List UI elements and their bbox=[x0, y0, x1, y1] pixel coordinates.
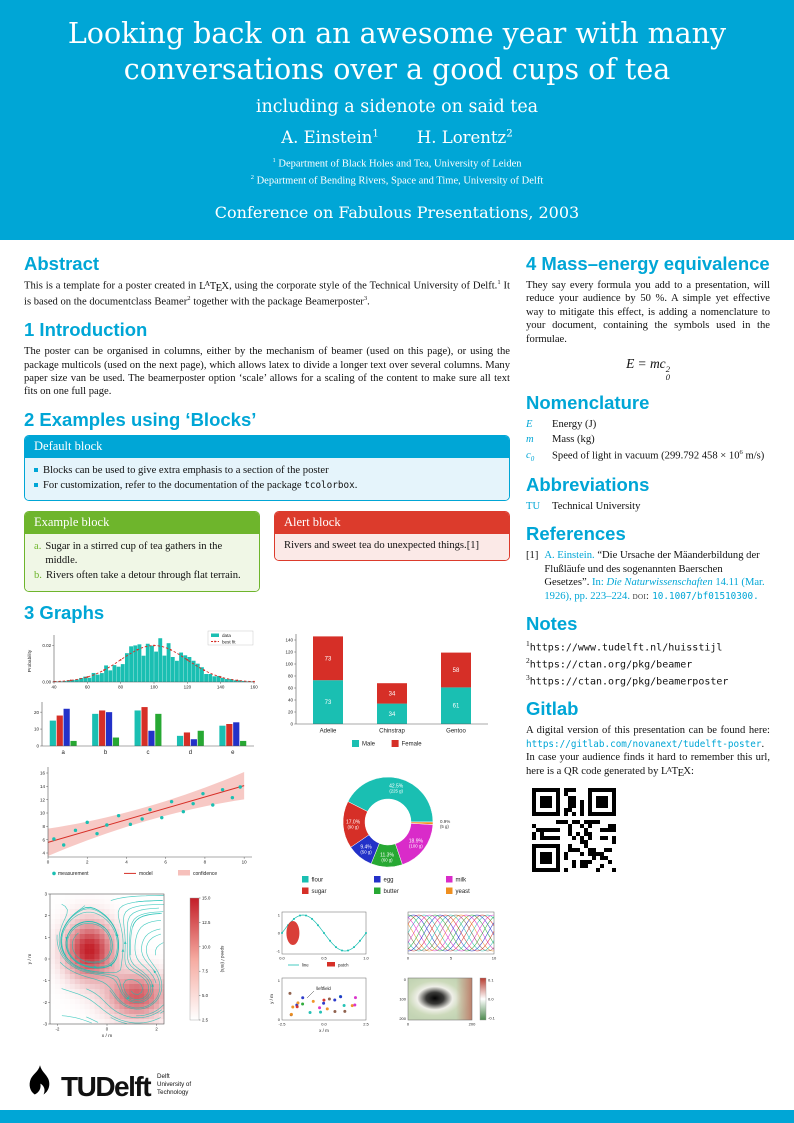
svg-text:4: 4 bbox=[42, 850, 45, 856]
alert-block-title: Alert block bbox=[275, 512, 509, 534]
charts-grid bbox=[24, 628, 510, 1052]
svg-text:0.0: 0.0 bbox=[488, 996, 494, 1002]
svg-text:100: 100 bbox=[399, 996, 406, 1002]
note-url[interactable]: https://www.tudelft.nl/huisstijl bbox=[529, 642, 723, 654]
gitlab-text: A digital version of this presentation can be found here: https://gitlab.com/novanext/tudelft-poster. In case your audience finds it hard to remember this url, here is a QR code generated by $L^ATEX$: bbox=[526, 725, 770, 779]
introduction-heading: 1 Introduction bbox=[24, 319, 148, 341]
svg-text:14: 14 bbox=[39, 783, 45, 789]
bottom-accent-bar bbox=[0, 1110, 794, 1123]
svg-text:2: 2 bbox=[155, 1026, 158, 1032]
svg-text:0: 0 bbox=[36, 743, 39, 749]
svg-text:(60 g): (60 g) bbox=[381, 857, 393, 863]
section-notes bbox=[526, 614, 770, 688]
references-list bbox=[526, 549, 770, 603]
grouped-bar-chart bbox=[24, 698, 262, 756]
references-heading: References bbox=[526, 523, 626, 545]
authors bbox=[0, 128, 794, 147]
svg-text:Female: Female bbox=[401, 741, 422, 748]
default-block-title: Default block bbox=[25, 436, 509, 458]
section-gitlab bbox=[526, 699, 770, 872]
svg-text:60: 60 bbox=[84, 684, 90, 690]
example-block-title: Example block bbox=[25, 512, 259, 534]
svg-text:100: 100 bbox=[150, 684, 158, 690]
svg-text:12.5: 12.5 bbox=[202, 919, 211, 925]
svg-text:0: 0 bbox=[403, 976, 406, 982]
default-block-body bbox=[25, 458, 509, 501]
stacked-bar-chart bbox=[268, 628, 508, 756]
section-nomenclature bbox=[526, 393, 770, 464]
svg-text:4: 4 bbox=[125, 859, 128, 865]
svg-text:10: 10 bbox=[241, 859, 247, 865]
svg-text:34: 34 bbox=[388, 691, 396, 698]
bullet-square-icon bbox=[34, 483, 38, 487]
default-block-item: Blocks can be used to give extra emphasis to a section of the poster bbox=[34, 464, 500, 478]
svg-text:0: 0 bbox=[277, 930, 280, 936]
poster-title bbox=[0, 16, 794, 88]
svg-text:0.00: 0.00 bbox=[42, 679, 52, 685]
streamplot-chart bbox=[24, 890, 262, 1048]
svg-text:0.1: 0.1 bbox=[488, 977, 494, 983]
nomenclature-row: E Energy (J) bbox=[526, 418, 597, 430]
svg-text:9.4%: 9.4% bbox=[360, 844, 372, 851]
author-1: A. Einstein$^1$ bbox=[281, 128, 379, 148]
svg-text:yeast: yeast bbox=[455, 888, 470, 895]
svg-text:140: 140 bbox=[285, 637, 293, 643]
svg-text:20: 20 bbox=[33, 709, 39, 715]
svg-text:0: 0 bbox=[406, 955, 410, 961]
svg-text:3: 3 bbox=[44, 891, 47, 897]
svg-text:(50 g): (50 g) bbox=[360, 849, 372, 855]
affiliations bbox=[0, 156, 794, 190]
svg-text:16: 16 bbox=[39, 770, 45, 776]
svg-text:80: 80 bbox=[287, 673, 293, 679]
note-item: $^3$https://ctan.org/pkg/beamerposter bbox=[526, 672, 729, 688]
svg-text:patch: patch bbox=[338, 962, 349, 968]
svg-text:2: 2 bbox=[44, 912, 47, 918]
svg-text:\leftfield: \leftfield bbox=[316, 985, 331, 991]
right-column bbox=[526, 252, 770, 1052]
svg-text:120: 120 bbox=[285, 649, 293, 655]
note-url[interactable]: https://ctan.org/pkg/beamer bbox=[529, 659, 693, 671]
example-block-body bbox=[25, 534, 259, 590]
svg-text:1: 1 bbox=[44, 934, 47, 940]
svg-text:confidence: confidence bbox=[193, 870, 218, 877]
svg-text:18.9%: 18.9% bbox=[408, 838, 423, 845]
svg-text:speed / (m/s): speed / (m/s) bbox=[220, 945, 225, 973]
poster-header bbox=[0, 0, 794, 240]
svg-text:-2.5: -2.5 bbox=[278, 1021, 286, 1027]
nomenclature-heading: Nomenclature bbox=[526, 391, 650, 413]
graphs-heading: 3 Graphs bbox=[24, 601, 105, 623]
svg-text:0.0: 0.0 bbox=[321, 1021, 327, 1027]
charts-right-column bbox=[268, 628, 508, 1052]
latex-logo: $L^ATEX$ bbox=[661, 764, 692, 779]
nomenclature-list bbox=[526, 418, 770, 464]
section-abstract bbox=[24, 254, 510, 309]
svg-text:best fit: best fit bbox=[222, 639, 236, 645]
svg-text:10: 10 bbox=[491, 955, 497, 961]
mass-energy-formula: E = mc 2 0 bbox=[626, 356, 670, 383]
author-2: H. Lorentz$^2$ bbox=[416, 128, 513, 148]
svg-text:100: 100 bbox=[285, 661, 293, 667]
section-introduction bbox=[24, 320, 510, 399]
svg-text:40: 40 bbox=[51, 684, 57, 690]
svg-text:6: 6 bbox=[164, 859, 167, 865]
svg-text:120: 120 bbox=[183, 684, 192, 690]
svg-text:Chinstrap: Chinstrap bbox=[379, 728, 405, 735]
example-alert-row bbox=[24, 511, 510, 591]
tudelft-logo-text: TUDelft bbox=[61, 1070, 151, 1102]
note-item: $^2$https://ctan.org/pkg/beamer bbox=[526, 656, 693, 671]
svg-text:Male: Male bbox=[362, 741, 376, 748]
svg-text:-1: -1 bbox=[43, 977, 47, 983]
tudelft-logo bbox=[26, 1065, 192, 1102]
svg-text:(225 g): (225 g) bbox=[389, 788, 403, 794]
svg-text:10.0: 10.0 bbox=[202, 944, 211, 950]
reference-author-link[interactable]: A. Einstein. bbox=[544, 550, 598, 562]
svg-text:egg: egg bbox=[383, 877, 394, 884]
notes-heading: Notes bbox=[526, 613, 578, 635]
abbreviations-heading: Abbreviations bbox=[526, 473, 650, 495]
svg-text:b: b bbox=[103, 749, 108, 756]
svg-text:40: 40 bbox=[287, 697, 293, 703]
svg-text:0.9%: 0.9% bbox=[439, 818, 451, 824]
bullet-square-icon bbox=[34, 468, 38, 472]
svg-text:0.02: 0.02 bbox=[42, 642, 52, 648]
default-block-item: For customization, refer to the documentation of the package tcolorbox. bbox=[34, 479, 500, 493]
svg-text:Gentoo: Gentoo bbox=[446, 728, 466, 735]
svg-text:17.0%: 17.0% bbox=[345, 819, 361, 826]
svg-text:model: model bbox=[139, 870, 153, 877]
svg-text:a: a bbox=[61, 749, 65, 756]
svg-text:2.5: 2.5 bbox=[363, 1021, 369, 1027]
affiliation-1: $^1$ Department of Black Holes and Tea, University of Leiden bbox=[272, 157, 522, 170]
svg-text:e: e bbox=[231, 749, 235, 756]
svg-text:(90 g): (90 g) bbox=[347, 824, 359, 830]
svg-text:x / m: x / m bbox=[101, 1033, 113, 1039]
svg-text:Probability: Probability bbox=[28, 649, 33, 672]
svg-text:line: line bbox=[302, 962, 309, 968]
svg-text:y / m: y / m bbox=[28, 953, 33, 964]
svg-text:0: 0 bbox=[46, 859, 50, 865]
introduction-text: The poster can be organised in columns, either by the mechanism of beamer (used on this page), or using the package multicols (used on the next page), which allows latex to divide a longer text over several columns. Many paper size van be used. The beamerposter option ‘scale’ allows for a scaling of the content to make sure all text fits on one full page. bbox=[24, 346, 510, 398]
svg-text:34: 34 bbox=[388, 711, 396, 718]
note-url[interactable]: https://ctan.org/pkg/beamerposter bbox=[529, 676, 729, 688]
small-multiples-chart bbox=[268, 906, 508, 1052]
gitlab-link[interactable]: https://gitlab.com/novanext/tudelft-poster bbox=[526, 738, 762, 750]
poster-title-line1: Looking back on an awesome year with many bbox=[67, 17, 727, 50]
svg-text:58: 58 bbox=[452, 667, 460, 674]
svg-text:61: 61 bbox=[452, 703, 460, 710]
donut-chart bbox=[268, 762, 508, 900]
svg-text:10: 10 bbox=[33, 726, 39, 732]
example-block bbox=[24, 511, 260, 591]
svg-text:160: 160 bbox=[250, 684, 258, 690]
svg-text:140: 140 bbox=[216, 684, 225, 690]
notes-list bbox=[526, 639, 770, 688]
svg-text:-0.1: -0.1 bbox=[488, 1015, 495, 1021]
svg-text:-2: -2 bbox=[43, 999, 47, 1005]
nomenclature-row: $c_0$ Speed of light in vacuum (299.792 $458 \times 10^6$ m/s) bbox=[526, 449, 765, 464]
alert-block-body: Rivers and sweet tea do unexpected things.[1] bbox=[275, 534, 509, 560]
default-block bbox=[24, 435, 510, 502]
svg-text:6: 6 bbox=[42, 836, 45, 842]
svg-text:-1: -1 bbox=[276, 948, 280, 954]
histogram-chart bbox=[24, 628, 262, 692]
svg-text:data: data bbox=[222, 632, 231, 638]
svg-text:sugar: sugar bbox=[311, 888, 327, 895]
svg-text:0: 0 bbox=[406, 1021, 410, 1027]
svg-text:1: 1 bbox=[277, 977, 280, 983]
poster-subtitle: including a sidenote on said tea bbox=[255, 97, 539, 118]
alert-block bbox=[274, 511, 510, 561]
svg-text:d: d bbox=[188, 749, 193, 756]
note-item: $^1$https://www.tudelft.nl/huisstijl bbox=[526, 639, 723, 654]
svg-text:0: 0 bbox=[277, 1016, 280, 1022]
abbreviation-row: TU Technical University bbox=[526, 500, 641, 512]
svg-text:(100 g): (100 g) bbox=[409, 843, 423, 849]
svg-text:60: 60 bbox=[287, 685, 293, 691]
svg-text:0.5: 0.5 bbox=[321, 955, 327, 961]
svg-text:2.5: 2.5 bbox=[202, 1017, 208, 1023]
section-abbreviations bbox=[526, 475, 770, 513]
svg-text:-2: -2 bbox=[55, 1026, 60, 1032]
svg-text:Adelie: Adelie bbox=[319, 728, 337, 735]
svg-text:10: 10 bbox=[39, 810, 45, 816]
mass-energy-heading: 4 Mass–energy equivalence bbox=[526, 253, 770, 274]
nomenclature-row: m Mass (kg) bbox=[526, 434, 595, 446]
svg-text:15.0: 15.0 bbox=[202, 895, 211, 901]
svg-text:8: 8 bbox=[203, 859, 207, 865]
qr-code-wrap bbox=[532, 788, 770, 872]
svg-text:11.3%: 11.3% bbox=[380, 852, 394, 859]
svg-text:0.0: 0.0 bbox=[279, 955, 285, 961]
svg-text:-3: -3 bbox=[43, 1021, 47, 1027]
tudelft-flame-icon bbox=[26, 1065, 54, 1099]
section-graphs bbox=[24, 603, 510, 1052]
svg-text:20: 20 bbox=[287, 709, 293, 715]
svg-text:73: 73 bbox=[324, 699, 332, 706]
section-references bbox=[526, 524, 770, 603]
svg-text:butter: butter bbox=[383, 888, 399, 895]
svg-text:200: 200 bbox=[468, 1021, 476, 1027]
svg-text:42.5%: 42.5% bbox=[389, 783, 404, 790]
svg-text:80: 80 bbox=[118, 684, 124, 690]
poster-content bbox=[0, 240, 794, 1052]
svg-text:8: 8 bbox=[42, 823, 45, 829]
svg-text:milk: milk bbox=[455, 877, 467, 884]
affiliation-2: $^2$ Department of Bending Rivers, Space and Time, University of Delft bbox=[250, 174, 544, 187]
doi-link[interactable]: 10.1007/bf01510300. bbox=[652, 590, 759, 602]
example-block-item: b. Rivers often take a detour through flat terrain. bbox=[34, 569, 241, 581]
svg-text:7.5: 7.5 bbox=[202, 968, 208, 974]
examples-heading: 2 Examples using ‘Blocks’ bbox=[24, 408, 257, 430]
svg-text:x / m: x / m bbox=[319, 1027, 329, 1033]
section-mass-energy bbox=[526, 254, 770, 382]
svg-text:1.0: 1.0 bbox=[363, 955, 369, 961]
svg-text:y / m: y / m bbox=[269, 993, 274, 1004]
reference-item: [1] A. Einstein. “Die Ursache der Mäanderbildung der Flußläufe und des sogenannten Baerschen Gesetzes”. In: Die Naturwissenschaften 14.11 (Mar. 1926), pp. 223–224. doi: 10.1007/bf01510300. bbox=[526, 550, 765, 602]
svg-text:c: c bbox=[146, 749, 150, 756]
svg-text:(5 g): (5 g) bbox=[439, 823, 449, 829]
conference-line: Conference on Fabulous Presentations, 2003 bbox=[214, 202, 580, 222]
svg-text:1: 1 bbox=[277, 912, 280, 918]
svg-text:2: 2 bbox=[85, 859, 89, 865]
gitlab-heading: Gitlab bbox=[526, 698, 579, 720]
charts-left-column bbox=[24, 628, 262, 1052]
svg-text:0: 0 bbox=[290, 721, 293, 727]
left-column bbox=[24, 252, 510, 1052]
mass-energy-text: They say every formula you add to a presentation, will reduce your audience by 50 %. A simple yet effective way to mitigate this effect, is adding a nomenclature to your document, containing the symbols used in the formulae. bbox=[526, 279, 770, 345]
svg-text:5.0: 5.0 bbox=[202, 992, 208, 998]
svg-text:0: 0 bbox=[44, 956, 47, 962]
qr-code bbox=[532, 788, 616, 872]
svg-text:73: 73 bbox=[324, 656, 332, 663]
abstract-heading: Abstract bbox=[24, 253, 100, 274]
svg-text:12: 12 bbox=[39, 796, 45, 802]
section-examples bbox=[24, 410, 510, 592]
svg-text:flour: flour bbox=[311, 877, 324, 884]
tudelft-org-text: Delft University of Technology bbox=[157, 1072, 192, 1096]
poster-title-line2: conversations over a good cups of tea bbox=[123, 53, 671, 87]
svg-text:5: 5 bbox=[449, 955, 453, 961]
latex-logo: $L^ATEX$ bbox=[199, 279, 230, 294]
svg-text:0: 0 bbox=[105, 1026, 109, 1032]
abbreviations-list bbox=[526, 500, 770, 513]
regression-chart bbox=[24, 762, 262, 884]
abstract-text: This is a template for a poster created in $L^ATEX$, using the corporate style of the Technical University of Delft.$^1$ It is based on the documentclass Beamer$^2$ together with the package Beamerposter$^3$. bbox=[24, 278, 510, 308]
svg-text:measurement: measurement bbox=[58, 870, 89, 877]
example-block-item: a. Sugar in a stirred cup of tea gathers in the middle. bbox=[34, 541, 223, 567]
svg-text:200: 200 bbox=[399, 1015, 406, 1021]
